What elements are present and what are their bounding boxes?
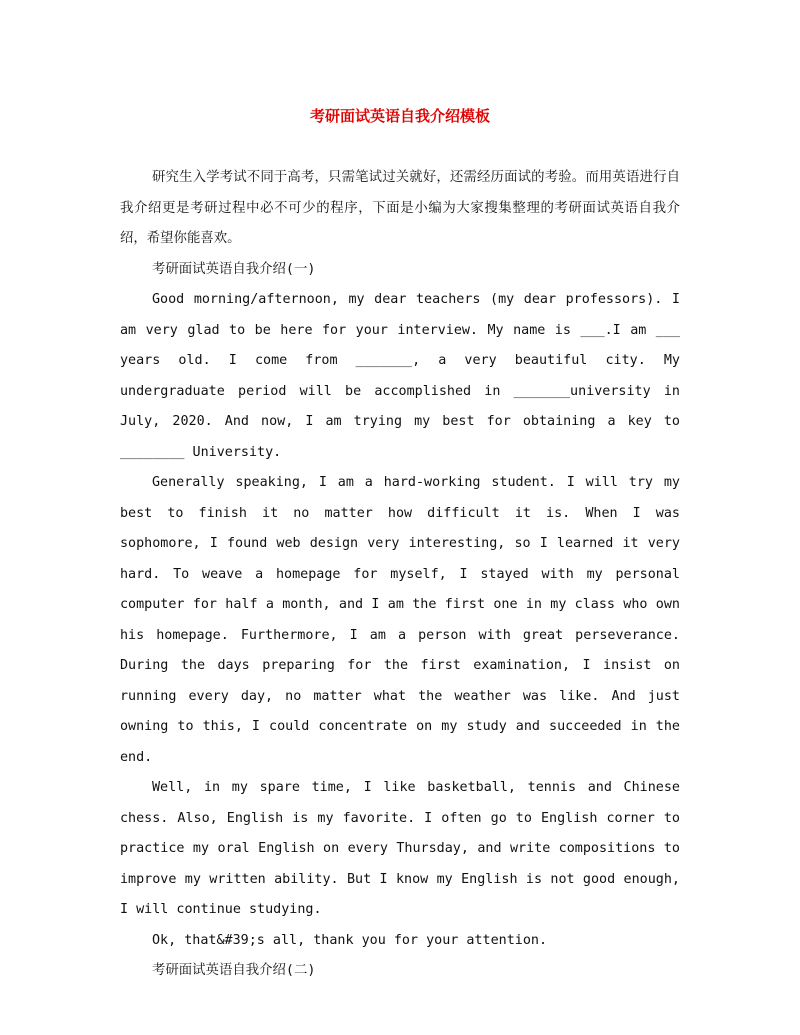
body-paragraph-1: Good morning/afternoon, my dear teachers (my dear professors). I am very glad to be here for your interview. My name is ___.I am ___ years old. I come from _______, a very beautiful city. My undergraduate period will be accomplished in _______university in July, 2020. And now, I am trying my best for obtaining a key to ________ University. (120, 292, 680, 460)
document-title: 考研面试英语自我介绍模板 (309, 107, 490, 125)
section-heading-2: 考研面试英语自我介绍(二) (152, 963, 316, 978)
intro-paragraph: 研究生入学考试不同于高考，只需笔试过关就好，还需经历面试的考验。而用英语进行自我介绍更是考研过程中必不可少的程序，下面是小编为大家搜集整理的考研面试英语自我介绍，希望你能喜欢。 (120, 170, 680, 246)
section-heading-1: 考研面试英语自我介绍(一) (152, 261, 316, 277)
body-paragraph-2: Generally speaking, I am a hard-working student. I will try my best to finish it no matter how difficult it is. When I was sophomore, I found web design very interesting, so I learned it very hard. To weave a homepage for myself, I stayed with my personal computer for half a month, and I am the first one in my class who own his homepage. Furthermore, I am a person with great perseverance. During the days preparing for the first examination, I insist on running every day, no matter what the weather was like. And just owning to this, I could concentrate on my study and succeeded in the end. (120, 475, 680, 765)
document-body (120, 163, 680, 987)
body-paragraph-4: Ok, that&#39;s all, thank you for your attention. (152, 932, 548, 948)
body-paragraph-3: Well, in my spare time, I like basketball, tennis and Chinese chess. Also, English is my favorite. I often go to English corner to practice my oral English on every Thursday, and write compositions to improve my written ability. But I know my English is not good enough, I will continue studying. (120, 780, 680, 917)
